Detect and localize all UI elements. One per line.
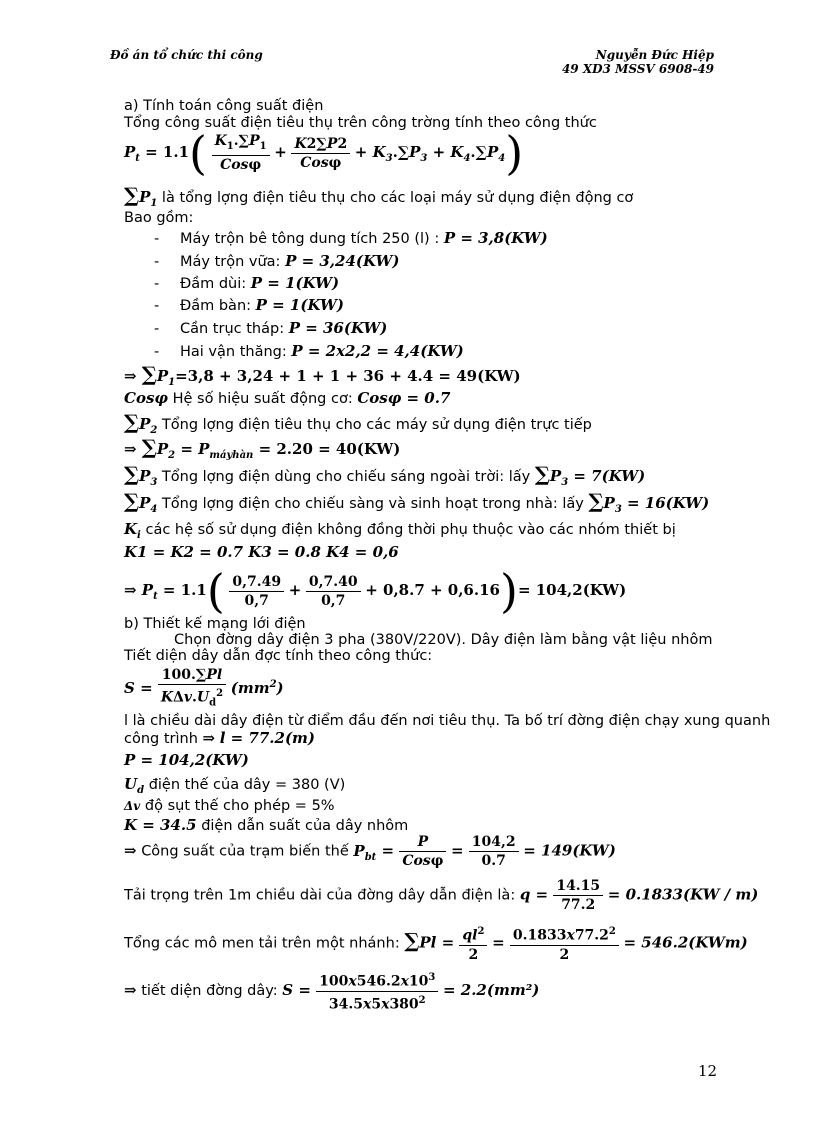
k-desc-line: $K_i$ các hệ số sử dụng điện không đồng thời phụ thuộc vào các nhóm thiết bị	[124, 520, 676, 541]
section-a-title: a) Tính toán công suất điện	[124, 98, 324, 114]
pbt-line: ⇒ Công suất của trạm biến thế $P_{bt}$ = $\frac{P}{\text{Cosφ}}$ = $\frac{104,2}{0.7}$ = 149(KW)	[124, 834, 616, 869]
p3-line: $\sum P_3$ Tổng lợng điện dùng cho chiếu sáng ngoài trời: lấy $\sum P_3 = 7(KW)$	[124, 462, 646, 488]
s-result-line: ⇒ tiết diện đờng dây: S = $\frac{100x546.2x10^3}{34.5x5x380^2}$ = 2.2(mm²)	[124, 969, 539, 1013]
list-item: - Máy trộn vữa: P = 3,24(KW)	[154, 252, 400, 270]
bao-gom: Bao gồm:	[124, 210, 194, 226]
ud-line: $U_d$ điện thế của dây = 380 (V)	[124, 775, 346, 796]
header-right	[562, 48, 714, 76]
p1-desc-line: $\sum P_1$ là tổng lợng điện tiêu thụ cho các loại máy sử dụng điện động cơ	[124, 183, 634, 209]
header-class: 49 XD3 MSSV 6908-49	[561, 62, 714, 76]
formula-pt-result: ⇒ $P_t = 1.1$( $\frac{0,7.49}{0,7}$ + $\frac{0,7.40}{0,7}$ + 0,8.7 + 0,6.16)= 104,2(KW)	[124, 564, 627, 618]
l-desc-1: l là chiều dài dây điện từ điểm đầu đến nơi tiêu thụ. Ta bố trí đờng điện chạy xung quanh	[124, 713, 771, 729]
pl-line: Tổng các mô men tải trên một nhánh: ∑Pl = $\frac{ql^2}{2}$ = $\frac{0.1833x77.2^2}{2}$ = 546.2(KWm)	[124, 923, 748, 964]
list-item: - Hai vận thăng: P = 2x2,2 = 4,4(KW)	[154, 342, 464, 360]
q-line: Tải trọng trên 1m chiều dài của đờng dây dẫn điện là: q = $\frac{14.15}{77.2}$ = 0.1833(KW / m)	[124, 878, 759, 913]
p2-desc-line: $\sum P_2$ Tổng lợng điện tiêu thụ cho các máy sử dụng điện trực tiếp	[124, 410, 592, 436]
section-b-line1: Chọn đờng dây điện 3 pha (380V/220V). Dây điện làm bằng vật liệu nhôm	[174, 632, 713, 648]
p-value: P = 104,2(KW)	[124, 751, 249, 769]
dv-line: Δv độ sụt thế cho phép = 5%	[124, 798, 335, 814]
list-item: - Cần trục tháp: P = 36(KW)	[154, 319, 388, 337]
k-values: K1 = K2 = 0.7 K3 = 0.8 K4 = 0,6	[124, 543, 399, 561]
formula-s: S = $\frac{100.\sum Pl}{K\Delta v.U_d^2}$ $(mm^2)$	[124, 667, 284, 709]
p1-desc: là tổng lợng điện tiêu thụ cho các loại máy sử dụng điện động cơ	[161, 190, 634, 206]
section-b-title: b) Thiết kế mạng lới điện	[124, 616, 306, 632]
list-item: - Đầm bàn: P = 1(KW)	[154, 296, 344, 314]
header-left: Đồ án tổ chức thi công	[110, 48, 263, 62]
list-item: - Máy trộn bê tông dung tích 250 (l) : P = 3,8(KW)	[154, 229, 548, 247]
cos-line: Cosφ Hệ số hiệu suất động cơ: Cosφ = 0.7	[124, 389, 451, 407]
header-author: Nguyễn Đức Hiệp	[595, 48, 714, 62]
formula-pt: $P_t = 1.1$( $\frac{K_1.\sum P_1}{\text{Cosφ}}$ + $\frac{K2\sum P2}{\text{Cosφ}}$ + $K_3.\sum P_3 + K_4.\sum P_4$)	[124, 126, 524, 180]
section-a-intro: Tổng công suất điện tiêu thụ trên công trờng tính theo công thức	[124, 115, 597, 131]
list-item: - Đầm dùi: P = 1(KW)	[154, 274, 340, 292]
p4-line: $\sum P_4$ Tổng lợng điện cho chiếu sàng và sinh hoạt trong nhà: lấy $\sum P_3 = 16(KW)$	[124, 489, 710, 515]
section-b-line2: Tiết diện dây dẫn đợc tính theo công thức:	[124, 648, 433, 664]
p2-formula: ⇒ $\sum P_2 = P_{máyhàn} = 2.20 = 40(KW)$	[124, 435, 401, 461]
l-desc-2-line: công trình ⇒ l = 77.2(m)	[124, 729, 316, 747]
sum-p1: ⇒ $\sum P_1=3,8 + 3,24 + 1 + 1 + 36 + 4.4 = 49(KW)$	[124, 362, 521, 388]
page-number: 12	[698, 1062, 718, 1080]
k-line: K = 34.5 điện dẫn suất của dây nhôm	[124, 816, 409, 834]
